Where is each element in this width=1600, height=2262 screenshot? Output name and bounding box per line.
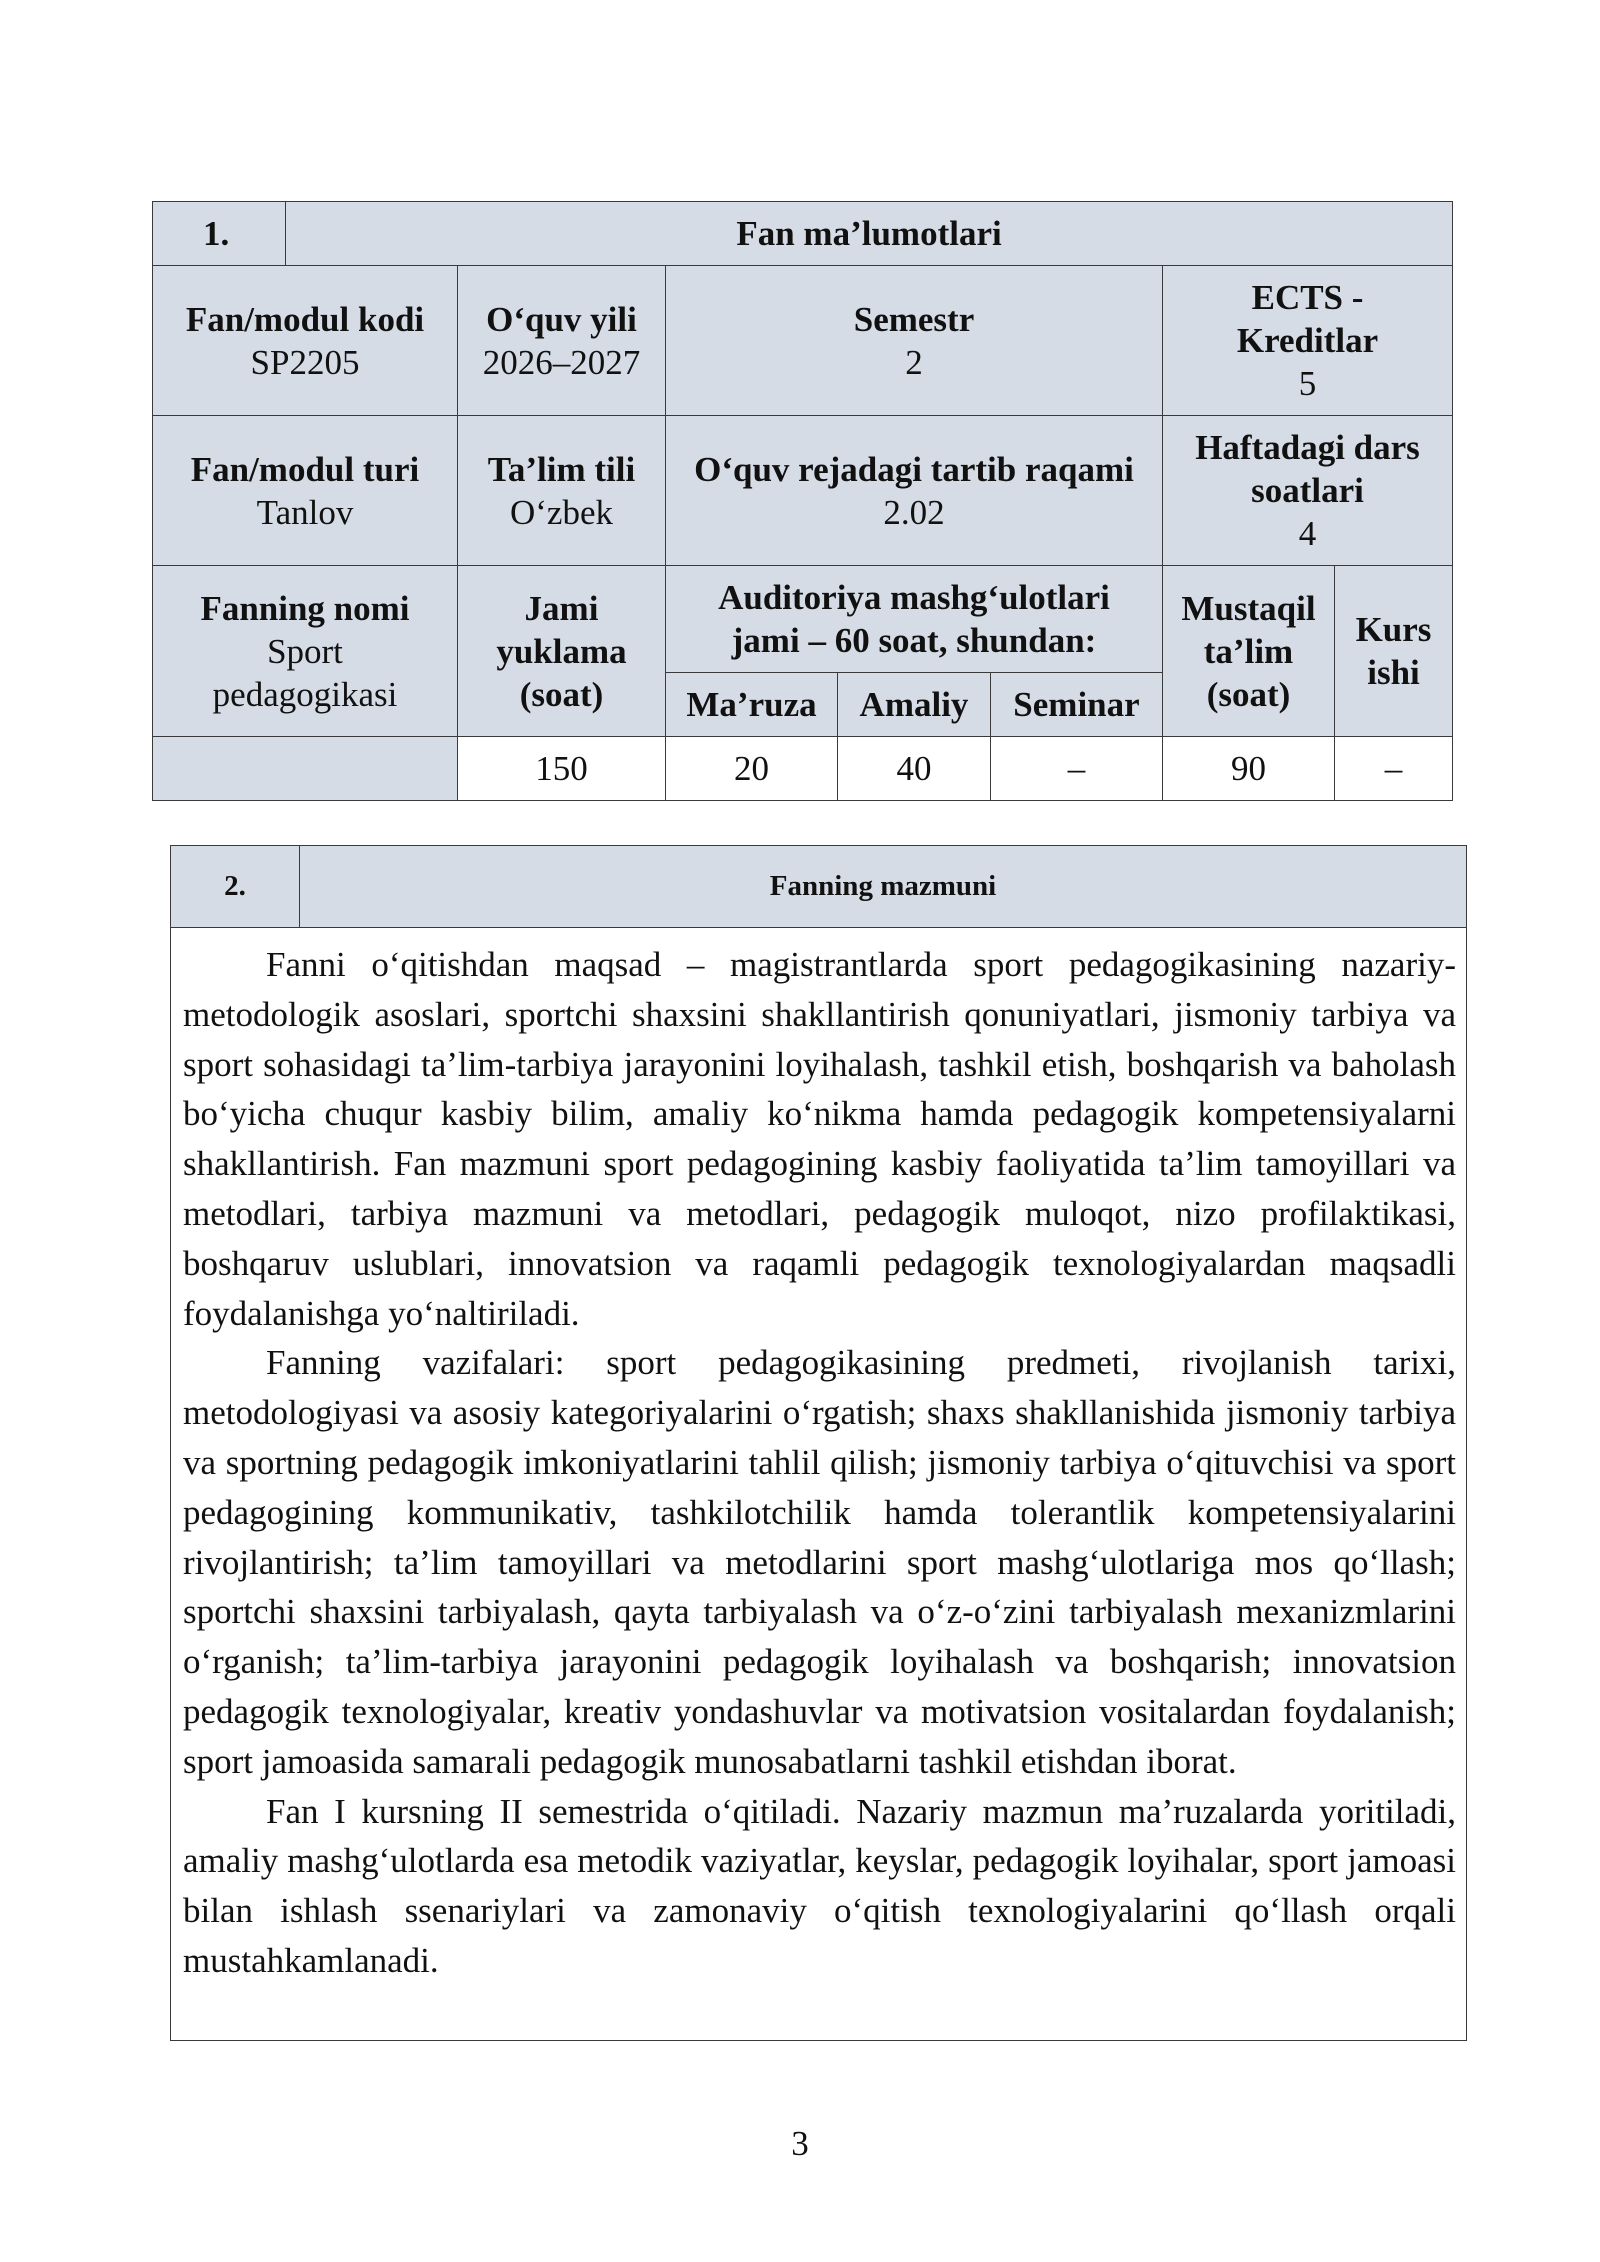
ects-value: 5 [1298,364,1317,403]
content-paragraph-2: Fanning vazifalari: sport pedagogikasining predmeti, rivojlanish tarixi, metodologiyasi va asosiy kategoriyalarini o‘rgatish; shaxs shakllanishida jismoniy tarbiya va sportning pedagogik imkoniyatlarini tahlil qilish; jismoniy tarbiya o‘qituvchisi va sport pedagogining kommunikativ, tashkilotchilik hamda tolerantlik kompetensiyalarini rivojlantirish; ta’lim tamoyillari va metodlarini sport mashg‘ulotlariga mos qo‘llash; sportchi shaxsini tarbiyalash, qayta tarbiyalash va o‘z-o‘zini tarbiyalash mexanizmlarini o‘rganish; ta’lim-tarbiya jarayonini pedagogik loyihalash va boshqarish; innovatsion pedagogik texnologiyalar, kreativ yondashuvlar va motivatsion vositalardan foydalanish; sport jamoasida samarali pedagogik munosabatlarni tashkil etishdan iborat. [183,1343,1456,1781]
course-content-section [170,845,1467,2041]
lecture-value: 20 [666,737,838,801]
weekly-hours-label-1: Haftadagi dars [1195,428,1420,467]
independent-study-header: Mustaqil ta’lim (soat) [1163,566,1335,737]
practical-header: Amaliy [838,673,991,737]
course-work-value: – [1335,737,1453,801]
table1-title: Fan ma’lumotlari [286,202,1453,266]
academic-year-label: O‘quv yili [486,299,637,339]
content-paragraph-1: Fanni o‘qitishdan maqsad – magistrantlarda sport pedagogikasining nazariy-metodologik asoslari, sportchi shaxsini shakllantirish qonuniyatlari, jismoniy tarbiya va sport sohasidagi ta’lim-tarbiya jarayonini loyihalash, tashkil etish, boshqarish va baholash bo‘yicha chuqur kasbiy bilim, amaliy ko‘nikma hamda pedagogik kompetensiyalarni shakllantirish. Fan mazmuni sport pedagogining kasbiy faoliyatida ta’lim tamoyillari va metodlari, tarbiya mazmuni va metodlari, pedagogik muloqot, nizo profilaktikasi, boshqaruv uslublari, innovatsion va raqamli pedagogik texnologiyalardan maqsadli foydalanishga yo‘naltiriladi. [183,945,1456,1333]
weekly-hours-value: 4 [1298,514,1317,553]
course-work-header: Kurs ishi [1335,566,1453,737]
semester-label: Semestr [853,299,975,339]
course-type-cell [153,416,458,566]
section2-number: 2. [171,846,300,927]
course-info-table [152,201,1453,801]
ects-label-2: Kreditlar [1236,321,1379,360]
ects-cell [1163,266,1453,416]
ects-label-1: ECTS - [1251,278,1364,317]
course-name-value-2: pedagogikasi [212,674,398,714]
course-name-cell [153,566,458,737]
seminar-value: – [991,737,1163,801]
content-paragraph-3: Fan I kursning II semestrida o‘qitiladi. Nazariy mazmun ma’ruzalarda yoritiladi, amaliy mashg‘ulotlarda esa metodik vaziyatlar, keyslar, pedagogik loyihalar, sport jamoasi bilan ishlash ssenariylari va zamonaviy o‘qitish texnologiyalarini qo‘llash orqali mustahkamlanadi. [183,1791,1456,1980]
course-type-value: Tanlov [256,492,354,532]
course-type-label: Fan/modul turi [190,449,420,489]
course-code-label: Fan/modul kodi [185,299,425,339]
course-name-label: Fanning nomi [200,588,410,628]
seminar-header: Seminar [991,673,1163,737]
course-name-value-1: Sport [267,631,343,671]
section2-header [171,846,1466,928]
table1-number: 1. [153,202,286,266]
page-number: 3 [791,2124,809,2163]
academic-year-cell [458,266,666,416]
curriculum-order-cell [666,416,1163,566]
curriculum-order-value: 2.02 [883,492,945,532]
course-code-value: SP2205 [250,342,360,382]
section2-title: Fanning mazmuni [769,870,997,902]
language-value: O‘zbek [509,492,613,532]
section2-body [171,928,1466,1986]
weekly-hours-cell [1163,416,1453,566]
semester-cell [666,266,1163,416]
curriculum-order-label: O‘quv rejadagi tartib raqami [694,449,1134,489]
language-cell [458,416,666,566]
independent-study-value: 90 [1163,737,1335,801]
academic-year-value: 2026–2027 [482,342,641,382]
language-label: Ta’lim tili [487,449,636,489]
lecture-header: Ma’ruza [666,673,838,737]
course-name-cell-bottom [153,737,458,801]
weekly-hours-label-2: soatlari [1251,471,1364,510]
semester-value: 2 [905,342,923,382]
total-load-header: Jami yuklama (soat) [458,566,666,737]
auditorium-header: Auditoriya mashg‘ulotlari jami – 60 soat, shundan: [666,566,1163,673]
total-load-value: 150 [458,737,666,801]
course-code-cell [153,266,458,416]
practical-value: 40 [838,737,991,801]
